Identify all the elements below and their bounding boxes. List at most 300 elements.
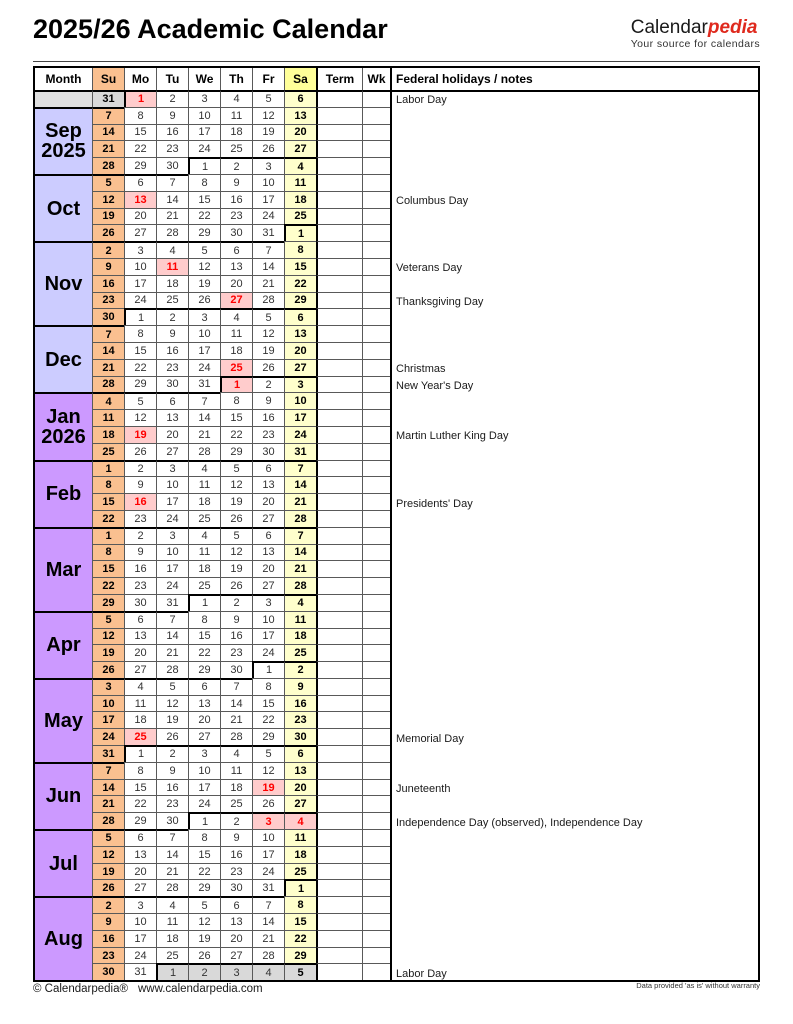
date-cell: 23 [156, 359, 188, 376]
month-label-text: Sep [45, 120, 82, 143]
date-cell: 26 [220, 510, 252, 527]
month-label-jun [35, 762, 92, 829]
date-cell: 23 [220, 863, 252, 880]
date-cell: 11 [124, 695, 156, 712]
date-cell: 9 [92, 258, 124, 275]
wk-cell [362, 812, 390, 829]
date-cell: 6 [124, 174, 156, 191]
date-cell: 22 [92, 510, 124, 527]
term-cell [316, 308, 362, 325]
term-cell [316, 695, 362, 712]
date-cell: 22 [188, 644, 220, 661]
date-cell: 8 [188, 611, 220, 628]
holiday-note: Columbus Day [396, 195, 469, 208]
date-cell: 23 [124, 510, 156, 527]
wk-cell [362, 762, 390, 779]
date-cell: 26 [92, 224, 124, 241]
date-cell: 30 [156, 812, 188, 829]
date-cell: 1 [124, 308, 156, 325]
wk-cell [362, 678, 390, 695]
date-cell: 21 [188, 426, 220, 443]
date-cell: 15 [188, 628, 220, 645]
date-cell: 14 [252, 913, 284, 930]
wk-cell [362, 728, 390, 745]
date-cell: 13 [124, 191, 156, 208]
wk-cell [362, 947, 390, 964]
date-cell: 16 [124, 493, 156, 510]
date-cell: 11 [220, 762, 252, 779]
term-cell [316, 224, 362, 241]
col-header-su: Su [92, 68, 124, 90]
wk-cell [362, 846, 390, 863]
month-label-text: Jan [46, 405, 81, 428]
month-label-sep [35, 107, 92, 174]
date-cell: 18 [220, 342, 252, 359]
date-cell: 18 [220, 779, 252, 796]
holiday-note: Veterans Day [396, 262, 463, 275]
wk-cell [362, 325, 390, 342]
month-label-mar [35, 527, 92, 611]
wk-cell [362, 829, 390, 846]
wk-cell [362, 510, 390, 527]
wk-cell [362, 527, 390, 544]
page-title: 2025/26 Academic Calendar [33, 14, 388, 44]
date-cell: 27 [284, 140, 316, 157]
date-cell: 25 [220, 795, 252, 812]
date-cell: 9 [156, 107, 188, 124]
date-cell: 22 [220, 426, 252, 443]
date-cell: 9 [92, 913, 124, 930]
wk-cell [362, 208, 390, 225]
holiday-note: Independence Day (observed), Independence Day [396, 816, 643, 829]
date-cell: 6 [284, 308, 316, 325]
wk-cell [362, 695, 390, 712]
month-label-text: Nov [44, 273, 83, 296]
date-cell: 30 [284, 728, 316, 745]
month-label-text: Aug [44, 928, 83, 951]
date-cell: 14 [156, 846, 188, 863]
date-cell: 13 [284, 107, 316, 124]
month-label-text: 2026 [41, 425, 86, 448]
wk-cell [362, 863, 390, 880]
date-cell: 4 [284, 812, 316, 829]
date-cell: 10 [252, 174, 284, 191]
term-cell [316, 879, 362, 896]
month-label-text: Apr [46, 634, 81, 657]
month-label-aug [35, 896, 92, 980]
date-cell: 4 [188, 460, 220, 477]
date-cell: 25 [284, 208, 316, 225]
date-cell: 5 [92, 829, 124, 846]
date-cell: 3 [188, 90, 220, 107]
date-cell: 31 [92, 745, 124, 762]
wk-cell [362, 560, 390, 577]
month-label-text: Jul [49, 852, 78, 875]
month-label-oct [35, 174, 92, 241]
date-cell: 20 [124, 863, 156, 880]
date-cell: 5 [220, 527, 252, 544]
date-cell: 11 [220, 107, 252, 124]
term-cell [316, 745, 362, 762]
date-cell: 15 [284, 913, 316, 930]
wk-cell [362, 594, 390, 611]
date-cell: 25 [92, 443, 124, 460]
calendarpedia-logo [631, 18, 760, 50]
date-cell: 31 [188, 376, 220, 393]
date-cell: 31 [92, 90, 124, 107]
wk-cell [362, 460, 390, 477]
date-cell: 28 [156, 879, 188, 896]
month-label-text: 2025 [41, 140, 86, 163]
date-cell: 29 [188, 661, 220, 678]
date-cell: 22 [124, 359, 156, 376]
date-cell: 20 [252, 493, 284, 510]
date-cell: 8 [124, 107, 156, 124]
date-cell: 17 [92, 711, 124, 728]
date-cell: 4 [220, 90, 252, 107]
date-cell: 21 [156, 644, 188, 661]
date-cell: 10 [252, 829, 284, 846]
date-cell: 28 [252, 947, 284, 964]
date-cell: 9 [156, 325, 188, 342]
date-cell: 12 [188, 913, 220, 930]
date-cell: 19 [188, 930, 220, 947]
date-cell: 23 [252, 426, 284, 443]
date-cell: 4 [220, 745, 252, 762]
date-cell: 19 [252, 779, 284, 796]
date-cell: 26 [92, 879, 124, 896]
date-cell: 30 [252, 443, 284, 460]
date-cell: 14 [188, 409, 220, 426]
term-cell [316, 594, 362, 611]
month-label-apr [35, 611, 92, 678]
footer-copyright [33, 983, 273, 995]
footer-disclaimer: Data provided 'as is' without warranty [636, 981, 760, 990]
date-cell: 21 [156, 863, 188, 880]
date-cell: 14 [252, 258, 284, 275]
term-cell [316, 392, 362, 409]
date-cell: 8 [284, 241, 316, 258]
date-cell: 15 [252, 695, 284, 712]
date-cell: 15 [124, 342, 156, 359]
date-cell: 15 [92, 560, 124, 577]
date-cell: 25 [284, 644, 316, 661]
date-cell: 10 [188, 325, 220, 342]
date-cell: 11 [284, 829, 316, 846]
date-cell: 27 [252, 510, 284, 527]
wk-cell [362, 711, 390, 728]
date-cell: 13 [252, 544, 284, 561]
date-cell: 3 [124, 896, 156, 913]
wk-cell [362, 359, 390, 376]
date-cell: 27 [252, 577, 284, 594]
date-cell: 30 [92, 308, 124, 325]
col-header-month: Month [45, 72, 82, 86]
date-cell: 3 [188, 745, 220, 762]
date-cell: 6 [284, 745, 316, 762]
wk-cell [362, 577, 390, 594]
term-cell [316, 711, 362, 728]
wk-cell [362, 913, 390, 930]
date-cell: 5 [92, 174, 124, 191]
date-cell: 8 [188, 174, 220, 191]
date-cell: 15 [92, 493, 124, 510]
date-cell: 8 [188, 829, 220, 846]
date-cell: 24 [252, 644, 284, 661]
month-label-feb [35, 460, 92, 527]
date-cell: 16 [220, 191, 252, 208]
date-cell: 14 [156, 191, 188, 208]
date-cell: 22 [284, 275, 316, 292]
date-cell: 3 [252, 812, 284, 829]
term-cell [316, 896, 362, 913]
term-cell [316, 140, 362, 157]
date-cell: 24 [188, 359, 220, 376]
term-cell [316, 124, 362, 141]
date-cell: 23 [284, 711, 316, 728]
date-cell: 11 [188, 544, 220, 561]
term-cell [316, 275, 362, 292]
term-cell [316, 846, 362, 863]
date-cell: 27 [220, 292, 252, 309]
date-cell: 26 [252, 140, 284, 157]
date-cell: 12 [156, 695, 188, 712]
date-cell: 1 [92, 527, 124, 544]
month-label-text: May [44, 709, 83, 732]
date-cell: 16 [220, 846, 252, 863]
date-cell: 29 [124, 376, 156, 393]
date-cell: 29 [92, 594, 124, 611]
date-cell: 21 [220, 711, 252, 728]
date-cell: 1 [220, 376, 252, 393]
term-cell [316, 174, 362, 191]
wk-cell [362, 896, 390, 913]
date-cell: 16 [156, 124, 188, 141]
term-cell [316, 258, 362, 275]
term-cell [316, 527, 362, 544]
date-cell: 21 [284, 560, 316, 577]
term-cell [316, 628, 362, 645]
date-cell: 15 [284, 258, 316, 275]
date-cell: 22 [252, 711, 284, 728]
date-cell: 14 [220, 695, 252, 712]
date-cell: 1 [92, 460, 124, 477]
term-cell [316, 476, 362, 493]
date-cell: 30 [220, 224, 252, 241]
date-cell: 21 [92, 795, 124, 812]
date-cell: 1 [188, 594, 220, 611]
term-cell [316, 325, 362, 342]
date-cell: 5 [188, 896, 220, 913]
date-cell: 25 [188, 577, 220, 594]
term-cell [316, 812, 362, 829]
date-cell: 9 [220, 829, 252, 846]
wk-cell [362, 157, 390, 174]
date-cell: 14 [92, 779, 124, 796]
date-cell: 17 [252, 846, 284, 863]
date-cell: 2 [124, 527, 156, 544]
term-cell [316, 90, 362, 107]
month-label-text: Feb [45, 483, 82, 506]
date-cell: 3 [156, 527, 188, 544]
date-cell: 19 [220, 560, 252, 577]
date-cell: 27 [156, 443, 188, 460]
date-cell: 28 [284, 510, 316, 527]
date-cell: 22 [124, 795, 156, 812]
date-cell: 22 [284, 930, 316, 947]
date-cell: 27 [284, 795, 316, 812]
col-header-mo: Mo [124, 68, 156, 90]
date-cell: 17 [188, 124, 220, 141]
date-cell: 11 [92, 409, 124, 426]
date-cell: 31 [156, 594, 188, 611]
date-cell: 17 [188, 342, 220, 359]
date-cell: 19 [92, 208, 124, 225]
date-cell: 29 [252, 728, 284, 745]
term-cell [316, 544, 362, 561]
month-label-jan [35, 392, 92, 459]
term-cell [316, 779, 362, 796]
col-header-wk: Wk [362, 68, 390, 90]
date-cell: 28 [220, 728, 252, 745]
date-cell: 24 [156, 577, 188, 594]
date-cell: 20 [124, 644, 156, 661]
date-cell: 4 [188, 527, 220, 544]
wk-cell [362, 493, 390, 510]
holiday-note: Labor Day [396, 94, 447, 107]
date-cell: 28 [284, 577, 316, 594]
notes-column [390, 90, 758, 980]
month-label-empty [35, 90, 92, 107]
date-cell: 19 [252, 342, 284, 359]
date-cell: 7 [284, 460, 316, 477]
date-cell: 27 [284, 359, 316, 376]
date-cell: 17 [124, 275, 156, 292]
holiday-note: Juneteenth [396, 783, 451, 796]
wk-cell [362, 426, 390, 443]
date-cell: 4 [284, 594, 316, 611]
wk-cell [362, 90, 390, 107]
term-cell [316, 107, 362, 124]
date-cell: 25 [220, 140, 252, 157]
date-cell: 23 [124, 577, 156, 594]
term-cell [316, 208, 362, 225]
date-cell: 10 [252, 611, 284, 628]
wk-cell [362, 140, 390, 157]
wk-cell [362, 107, 390, 124]
holiday-note: Christmas [396, 363, 446, 376]
term-cell [316, 795, 362, 812]
date-cell: 26 [252, 795, 284, 812]
wk-cell [362, 544, 390, 561]
date-cell: 2 [92, 896, 124, 913]
date-cell: 2 [220, 157, 252, 174]
term-cell [316, 157, 362, 174]
date-cell: 13 [124, 628, 156, 645]
date-cell: 10 [92, 695, 124, 712]
date-cell: 9 [124, 476, 156, 493]
month-label-nov [35, 241, 92, 325]
date-cell: 6 [252, 460, 284, 477]
date-cell: 19 [252, 124, 284, 141]
date-cell: 15 [188, 191, 220, 208]
date-cell: 30 [220, 661, 252, 678]
term-cell [316, 409, 362, 426]
date-cell: 13 [188, 695, 220, 712]
date-cell: 19 [188, 275, 220, 292]
date-cell: 9 [220, 611, 252, 628]
date-cell: 15 [124, 779, 156, 796]
date-cell: 9 [124, 544, 156, 561]
date-cell: 16 [220, 628, 252, 645]
date-cell: 16 [92, 275, 124, 292]
date-cell: 24 [188, 795, 220, 812]
date-cell: 9 [252, 392, 284, 409]
date-cell: 11 [188, 476, 220, 493]
month-label-text: Jun [45, 785, 82, 808]
date-cell: 11 [156, 913, 188, 930]
term-cell [316, 930, 362, 947]
month-label-jul [35, 829, 92, 896]
date-cell: 29 [188, 224, 220, 241]
date-cell: 23 [220, 644, 252, 661]
date-cell: 21 [252, 275, 284, 292]
holiday-note: Presidents' Day [396, 497, 473, 510]
term-cell [316, 359, 362, 376]
date-cell: 20 [284, 342, 316, 359]
date-cell: 1 [124, 90, 156, 107]
col-header-fr: Fr [252, 68, 284, 90]
date-cell: 23 [92, 947, 124, 964]
month-label-may [35, 678, 92, 762]
date-cell: 12 [220, 476, 252, 493]
date-cell: 17 [188, 779, 220, 796]
date-cell: 26 [92, 661, 124, 678]
date-cell: 21 [284, 493, 316, 510]
date-cell: 7 [284, 527, 316, 544]
date-cell: 29 [124, 157, 156, 174]
date-cell: 7 [252, 241, 284, 258]
date-cell: 5 [252, 308, 284, 325]
term-cell [316, 376, 362, 393]
date-cell: 31 [124, 963, 156, 980]
date-cell: 4 [220, 308, 252, 325]
date-cell: 17 [156, 560, 188, 577]
date-cell: 16 [124, 560, 156, 577]
date-cell: 4 [284, 157, 316, 174]
date-cell: 3 [252, 594, 284, 611]
term-cell [316, 443, 362, 460]
date-cell: 3 [252, 157, 284, 174]
date-cell: 8 [220, 392, 252, 409]
date-cell: 14 [156, 628, 188, 645]
date-cell: 21 [156, 208, 188, 225]
holiday-note: Thanksgiving Day [396, 295, 484, 308]
date-cell: 14 [92, 342, 124, 359]
date-cell: 24 [124, 292, 156, 309]
date-cell: 20 [220, 275, 252, 292]
date-cell: 13 [284, 762, 316, 779]
date-cell: 2 [124, 460, 156, 477]
website-url[interactable]: www.calendarpedia.com [137, 983, 263, 995]
date-cell: 19 [92, 863, 124, 880]
term-cell [316, 510, 362, 527]
date-cell: 2 [156, 308, 188, 325]
date-cell: 28 [92, 157, 124, 174]
date-cell: 18 [156, 275, 188, 292]
date-cell: 20 [156, 426, 188, 443]
date-cell: 18 [220, 124, 252, 141]
